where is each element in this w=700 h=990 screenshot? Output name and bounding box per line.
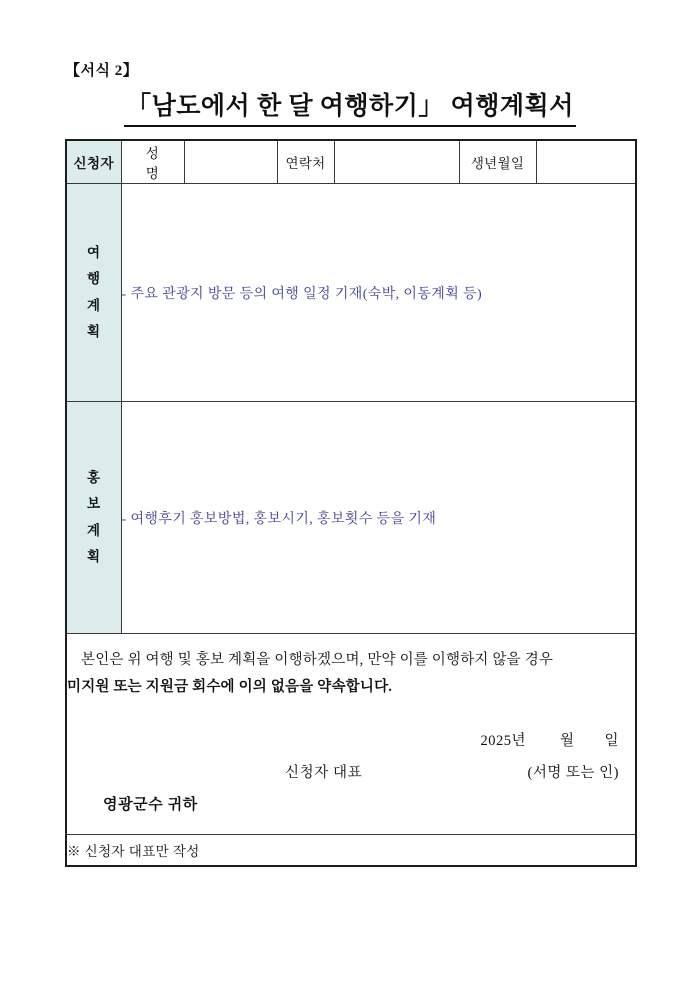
travel-plan-label-char-1: 여 [86,244,101,260]
promotion-plan-label-char-4: 획 [86,548,101,564]
travel-plan-label-char-3: 계 [86,297,101,313]
signature-date-month: 월 [559,732,575,749]
declaration-row [66,634,636,835]
promotion-plan-content-cell[interactable] [121,402,636,634]
travel-plan-content-cell[interactable] [121,184,636,402]
declaration-line-1: 본인은 위 여행 및 홍보 계획을 이행하겠으며, 만약 이를 이행하지 않을 경우 [81,652,554,669]
birthdate-label: 생년월일 [459,140,536,184]
promotion-plan-label-char-3: 계 [86,522,101,538]
representative-label: 신청자 대표 [285,764,363,781]
name-label [121,140,184,184]
travel-plan-row [66,184,636,402]
signature-date [480,729,619,750]
travel-plan-guide-text: - 주요 관광지 방문 등의 여행 일정 기재(숙박, 이동계획 등) [121,286,483,302]
signature-date-year: 2025년 [480,732,526,749]
applicant-row [66,140,636,184]
promotion-plan-label [66,402,121,634]
travel-plan-label-char-2: 행 [86,271,101,287]
name-label-char-2: 명 [145,166,160,181]
declaration-line-2: 미지원 또는 지원금 회수에 이의 없음을 약속합니다. [67,679,393,695]
travel-plan-label-char-4: 획 [86,323,101,339]
contact-input-cell[interactable] [334,140,459,184]
name-input-cell[interactable] [184,140,277,184]
contact-label: 연락처 [277,140,334,184]
form-number-label: 【서식 2】 [65,63,139,79]
addressee-label: 영광군수 귀하 [103,796,198,813]
promotion-plan-row [66,402,636,634]
birthdate-input-cell[interactable] [536,140,636,184]
page-title-text: 「남도에서 한 달 여행하기」 여행계획서 [124,93,576,127]
applicant-section-label: 신청자 [66,140,121,184]
signature-seal-label: (서명 또는 인) [527,764,619,781]
name-label-char-1: 성 [145,146,160,161]
declaration-cell [66,634,636,835]
signature-block [67,729,635,821]
promotion-plan-label-char-1: 홍 [86,469,101,485]
travel-plan-label [66,184,121,402]
footer-note-row [66,835,636,867]
travel-plan-form-table [65,139,637,867]
page-title [0,93,700,127]
promotion-plan-label-char-2: 보 [86,496,101,512]
signature-date-day: 일 [604,732,619,749]
promotion-plan-guide-text: - 여행후기 홍보방법, 홍보시기, 홍보횟수 등을 기재 [121,511,437,527]
footer-note: ※ 신청자 대표만 작성 [66,835,636,867]
